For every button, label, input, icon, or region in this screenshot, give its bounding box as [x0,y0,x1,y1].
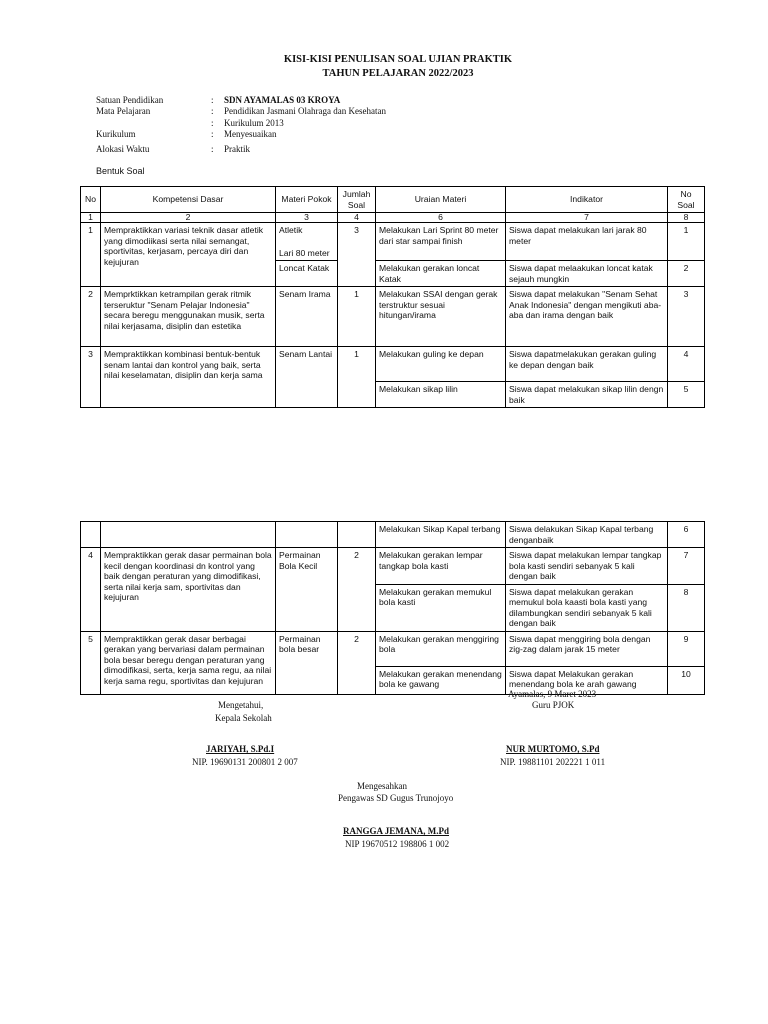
place-date: Ayamalas, 9 Maret 2023 [508,689,597,699]
mengesahkan-label: Mengesahkan [357,781,407,791]
kepala-sekolah-role: Kepala Sekolah [215,713,272,723]
row-jumlah [338,522,376,548]
column-number: 7 [506,213,668,223]
row-no-soal: 2 [668,261,705,287]
kepala-sekolah-nip: NIP. 19690131 200801 2 007 [192,757,298,767]
row-jumlah: 2 [338,631,376,694]
row-no-soal: 9 [668,631,705,666]
info-value: Kurikulum 2013 [224,118,284,128]
pengawas-nip: NIP 19670512 198806 1 002 [345,839,450,849]
kisi-table-page1 [80,186,705,408]
column-number: 8 [668,213,705,223]
info-separator: : [211,118,214,128]
row-no-soal: 7 [668,548,705,585]
row-uraian: Melakukan sikap lilin [376,382,506,408]
guru-name: NUR MURTOMO, S.Pd [506,744,600,754]
row-jumlah: 3 [338,223,376,287]
row-uraian: Melakukan gerakan lempar tangkap bola kasti [376,548,506,585]
info-value: Menyesuaikan [224,129,277,139]
info-value: SDN AYAMALAS 03 KROYA [224,95,341,105]
row-no-soal: 4 [668,347,705,382]
table-row [81,223,705,261]
row-uraian: Melakukan Sikap Kapal terbang [376,522,506,548]
row-uraian: Melakukan SSAI dengan gerak terstruktur sesuai hitungan/irama [376,287,506,347]
row-materi [276,223,338,261]
row-no-soal: 3 [668,287,705,347]
row-no: 3 [81,347,101,408]
row-materi: Permainan Bola Kecil [276,548,338,632]
row-no-soal: 1 [668,223,705,261]
table-row [81,287,705,347]
header-jumlah: Jumlah Soal [338,187,376,213]
row-uraian: Melakukan Lari Sprint 80 meter dari star sampai finish [376,223,506,261]
column-number: 4 [338,213,376,223]
row-no: 2 [81,287,101,347]
row-uraian: Melakukan gerakan menggiring bola [376,631,506,666]
row-materi: Senam Lantai [276,347,338,408]
info-separator: : [211,129,214,139]
row-indikator: Siswa dapat melaakukan loncat katak sejauh mungkin [506,261,668,287]
table-row [81,548,705,585]
info-label: Alokasi Waktu [96,144,150,154]
row-kompetensi: Mempraktikkan variasi teknik dasar atletik yang dimodiikasi serta nilai semangat, sportivitas, kerjasam, percaya diri dan kejujuran [101,223,276,287]
table-header-row [81,187,705,213]
materi-line: Atletik [279,225,303,235]
row-jumlah: 1 [338,347,376,408]
row-uraian: Melakukan guling ke depan [376,347,506,382]
row-no-soal: 8 [668,584,705,631]
column-number: 2 [101,213,276,223]
header-materi: Materi Pokok [276,187,338,213]
row-uraian: Melakukan gerakan memukul bola kasti [376,584,506,631]
row-kompetensi: Mempraktikkan gerak dasar permainan bola kecil dengan koordinasi dn kontrol yang baik dengan peraturan yang dimodifikasi, serta nilai kerja sam, sportivitas dan kejujuran [101,548,276,632]
row-no-soal: 6 [668,522,705,548]
row-kompetensi [101,522,276,548]
row-materi: Permainan bola besar [276,631,338,694]
info-label: Satuan Pendidikan [96,95,164,105]
row-kompetensi: Memprktikkan ketrampilan gerak ritmik terseruktur "Senam Pelajar Indonesia" secara beregu menggunakan musik, serta nilai kerjasama, disiplin dan estetika [101,287,276,347]
info-label: Kurikulum [96,129,136,139]
guru-role: Guru PJOK [532,700,575,710]
column-number-row [81,213,705,223]
table-row [81,631,705,666]
row-indikator: Siswa dapat melakukan sikap lilin dengn baik [506,382,668,408]
row-indikator: Siswa dapat melakukan lari jarak 80 meter [506,223,668,261]
pengawas-name: RANGGA JEMANA, M.Pd [343,826,449,836]
header-no-soal: No Soal [668,187,705,213]
row-indikator: Siswa dapat melakukan gerakan memukul bola kaasti bola kasti yang dilambungkan sendiri sebanyak 5 kali dengan baik [506,584,668,631]
row-indikator: Siswa dapat melakukan lempar tangkap bola kasti sendiri sebanyak 5 kali dengan baik [506,548,668,585]
header-no: No [81,187,101,213]
table-row [81,347,705,382]
row-kompetensi: Mempraktikkan kombinasi bentuk-bentuk senam lantai dan kontrol yang baik, serta nilai keselamatan, disiplin dan kerja sama [101,347,276,408]
document-subtitle: TAHUN PELAJARAN 2022/2023 [322,68,474,79]
row-materi [276,522,338,548]
row-uraian: Melakukan gerakan menendang bola ke gawang [376,666,506,694]
info-value: Pendidikan Jasmani Olahraga dan Kesehatan [224,106,386,116]
row-indikator: Siswa dapatmelakukan gerakan guling ke depan dengan baik [506,347,668,382]
row-kompetensi: Mempraktikkan gerak dasar berbagai gerakan yang bervariasi dalam permainan bola besar beregu dengan peraturan yang dimodifikasi, serta, kerja sama regu, aa nilai kerja sama regu, sportivitas dan kejujuran [101,631,276,694]
table-row [81,522,705,548]
row-no [81,522,101,548]
document-title: KISI-KISI PENULISAN SOAL UJIAN PRAKTIK [283,54,513,65]
row-materi: Loncat Katak [276,261,338,287]
column-number: 1 [81,213,101,223]
row-no: 1 [81,223,101,287]
bentuk-soal-label: Bentuk Soal [96,166,145,176]
info-separator: : [211,144,214,154]
mengetahui-label: Mengetahui, [218,700,264,710]
kepala-sekolah-name: JARIYAH, S.Pd.I [206,744,275,754]
guru-nip: NIP. 19881101 202221 1 011 [500,757,606,767]
info-separator: : [211,95,214,105]
column-number: 3 [276,213,338,223]
info-label: Mata Pelajaran [96,106,151,116]
row-indikator: Siswa dapat melakukan "Senam Sehat Anak Indonesia" dengan mengikuti aba-aba dan irama dengan baik [506,287,668,347]
info-separator: : [211,106,214,116]
kisi-table-page2 [80,521,705,695]
header-kompetensi: Kompetensi Dasar [101,187,276,213]
pengawas-role: Pengawas SD Gugus Trunojoyo [338,793,454,803]
header-uraian: Uraian Materi [376,187,506,213]
row-no: 4 [81,548,101,632]
row-materi: Senam Irama [276,287,338,347]
row-no-soal: 10 [668,666,705,694]
info-value: Praktik [224,144,250,154]
column-number: 6 [376,213,506,223]
row-jumlah: 1 [338,287,376,347]
row-no-soal: 5 [668,382,705,408]
row-indikator: Siswa dapat Melakukan gerakan menendang bola ke arah gawang [506,666,668,694]
row-jumlah: 2 [338,548,376,632]
materi-line: Lari 80 meter [279,247,330,258]
row-uraian: Melakukan gerakan loncat Katak [376,261,506,287]
row-indikator: Siswa dapat menggiring bola dengan zig-zag dalam jarak 15 meter [506,631,668,666]
header-indikator: Indikator [506,187,668,213]
row-indikator: Siswa delakukan Sikap Kapal terbang denganbaik [506,522,668,548]
row-no: 5 [81,631,101,694]
